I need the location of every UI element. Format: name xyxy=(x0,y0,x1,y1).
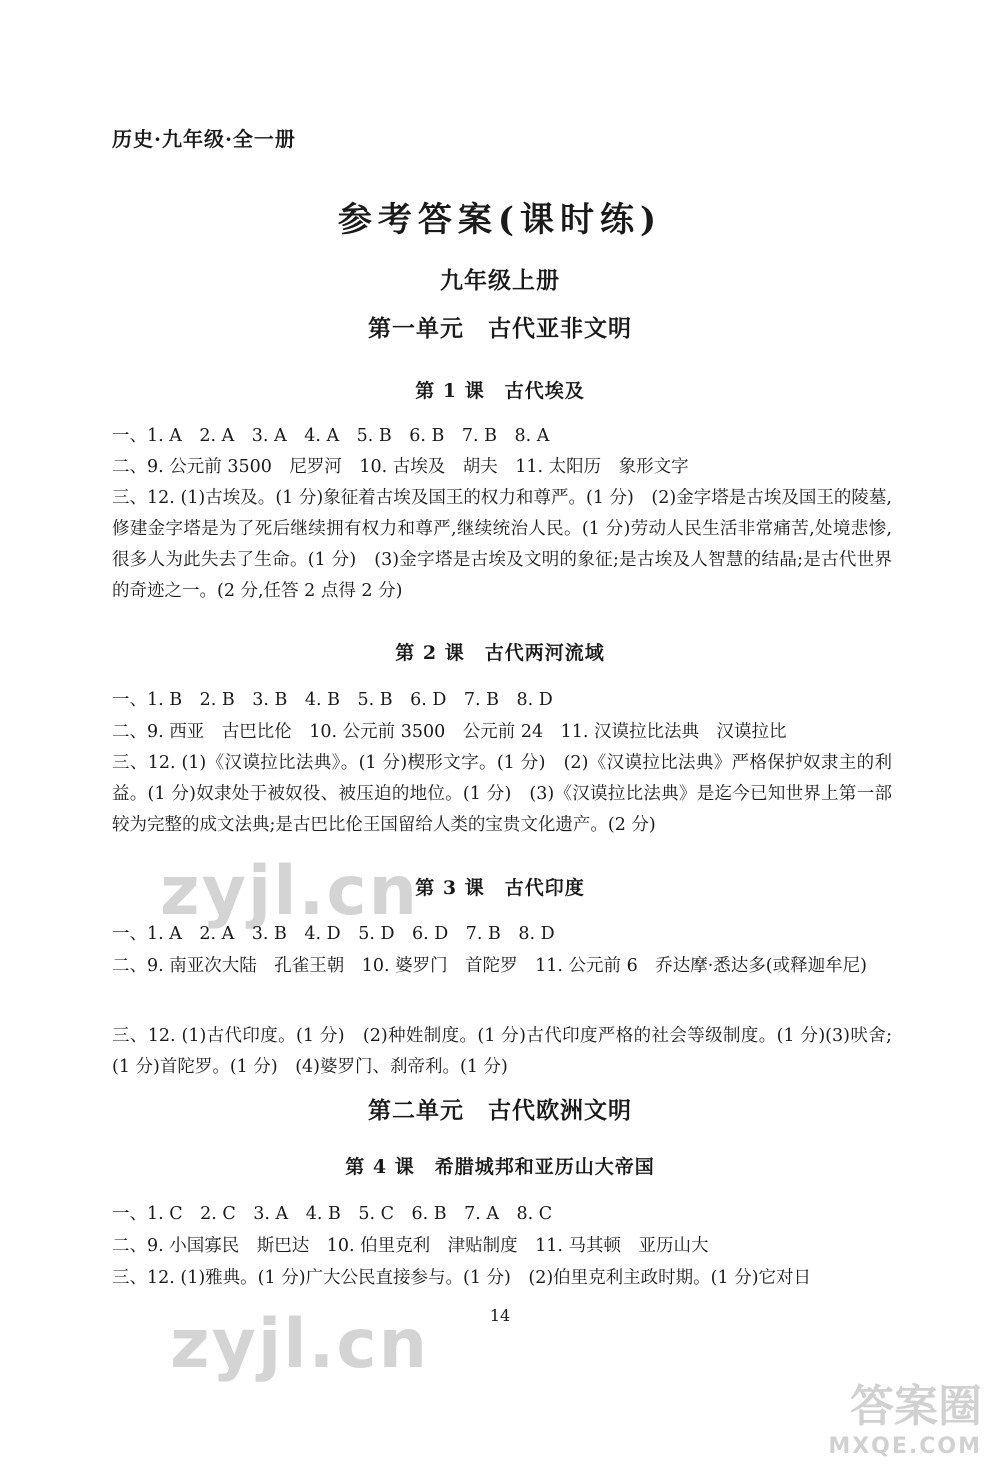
watermark-1: zyjl.cn xyxy=(160,852,420,931)
unit-2-heading: 第二单元 古代欧洲文明 xyxy=(368,1097,632,1124)
lesson-2-heading: 第 2 课 古代两河流域 xyxy=(395,642,605,664)
lesson-4-heading: 第 4 课 希腊城邦和亚历山大帝国 xyxy=(345,1156,655,1178)
lesson-1-part-1: 一、1. A 2. A 3. A 4. A 5. B 6. B 7. B 8. A xyxy=(112,426,550,446)
lesson-2-part-1: 一、1. B 2. B 3. B 4. B 5. B 6. D 7. B 8. D xyxy=(112,690,553,710)
lesson-4-part-1: 一、1. C 2. C 3. A 4. B 5. C 6. B 7. A 8. C xyxy=(112,1204,553,1224)
lesson-2-part-2: 二、9. 西亚 古巴比伦 10. 公元前 3500 公元前 24 11. 汉谟拉比法典 汉谟拉比 xyxy=(112,722,787,742)
unit-1-heading: 第一单元 古代亚非文明 xyxy=(368,315,632,342)
corner-watermark-logo: 答案圈 xyxy=(850,1381,982,1432)
lesson-3-part-2: 二、9. 南亚次大陆 孔雀王朝 10. 婆罗门 首陀罗 11. 公元前 6 乔达摩·悉达多(或释迦牟尼) xyxy=(112,956,867,976)
lesson-1-part-3: 三、12. (1)古埃及。(1 分)象征着古埃及国王的权力和尊严。(1 分) (2)金字塔是古埃及国王的陵墓,修建金字塔是为了死后继续拥有权力和尊严,继续统治人民。(1 分)劳动人民生活非常痛苦,处境悲惨,很多人为此失去了生命。(1 分) (3)金字塔是古埃及文明的象征;是古埃及人智慧的结晶;是古代世界的奇迹之一。(2 分,任答 2 点得 2 分) xyxy=(112,488,892,601)
volume-heading: 九年级上册 xyxy=(440,267,560,294)
watermark-2: zyjl.cn xyxy=(170,1305,430,1384)
page-title: 参考答案(课时练) xyxy=(337,200,663,240)
lesson-1-part-2: 二、9. 公元前 3500 尼罗河 10. 古埃及 胡夫 11. 太阳历 象形文字 xyxy=(112,457,689,477)
lesson-1-heading: 第 1 课 古代埃及 xyxy=(415,380,585,402)
lesson-3-heading: 第 3 课 古代印度 xyxy=(415,877,585,899)
corner-watermark xyxy=(828,1370,982,1459)
lesson-4-part-3: 三、12. (1)雅典。(1 分)广大公民直接参与。(1 分) (2)伯里克利主政时期。(1 分)它对日 xyxy=(112,1268,812,1288)
lesson-2-part-3: 三、12. (1)《汉谟拉比法典》。(1 分)楔形文字。(1 分) (2)《汉谟拉比法典》严格保护奴隶主的利益。(1 分)奴隶处于被奴役、被压迫的地位。(1 分) (3)《汉谟拉比法典》是迄今已知世界上第一部较为完整的成文法典;是古巴比伦王国留给人类的宝贵文化遗产。(2 分) xyxy=(112,753,892,835)
corner-watermark-url: MXQE.COM xyxy=(828,1434,982,1459)
page-number: 14 xyxy=(489,1306,511,1325)
lesson-3-part-3: 三、12. (1)古代印度。(1 分) (2)种姓制度。(1 分)古代印度严格的社会等级制度。(1 分)(3)吠舍;(1 分)首陀罗。(1 分) (4)婆罗门、刹帝利。(1 分) xyxy=(112,1026,892,1077)
lesson-3-part-1: 一、1. A 2. A 3. B 4. D 5. D 6. D 7. B 8. D xyxy=(112,924,555,944)
running-header: 历史·九年级·全一册 xyxy=(112,127,296,151)
lesson-4-part-2: 二、9. 小国寡民 斯巴达 10. 伯里克利 津贴制度 11. 马其顿 亚历山大 xyxy=(112,1236,709,1256)
